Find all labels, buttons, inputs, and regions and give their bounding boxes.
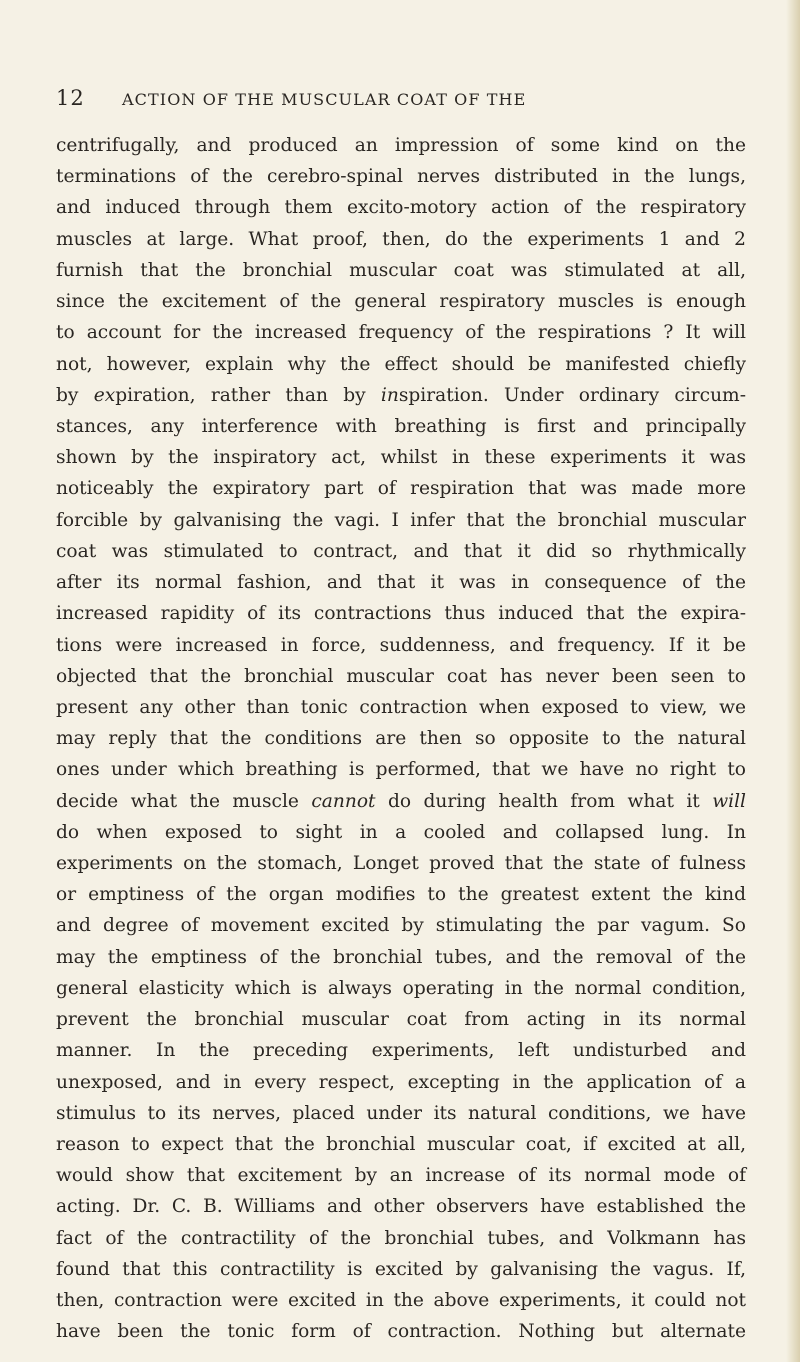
- page-header: [56, 86, 732, 114]
- text-line: then, contraction were excited in the above experiments, it could not: [56, 1290, 746, 1312]
- text-line: decide what the muscle cannot do during health from what it will: [56, 790, 746, 812]
- text-line: acting. Dr. C. B. Williams and other observers have established the: [56, 1196, 746, 1218]
- text-line: forcible by galvanising the vagi. I infer that the bronchial muscular: [56, 509, 746, 531]
- text-line: or emptiness of the organ modifies to the greatest extent the kind: [56, 884, 746, 906]
- text-line: found that this contractility is excited by galvanising the vagus. If,: [56, 1258, 746, 1280]
- text-line: prevent the bronchial muscular coat from acting in its normal: [56, 1009, 746, 1031]
- text-line: not, however, explain why the effect should be manifested chiefly: [56, 353, 746, 375]
- text-line: noticeably the expiratory part of respiration that was made more: [56, 478, 746, 500]
- text-line: stances, any interference with breathing is first and principally: [56, 415, 746, 437]
- text-line: centrifugally, and produced an impression of some kind on the: [56, 135, 746, 156]
- text-line: reason to expect that the bronchial muscular coat, if excited at all,: [56, 1134, 746, 1155]
- text-line: to account for the increased frequency of the respirations ? It will: [56, 322, 746, 344]
- text-line: have been the tonic form of contraction. Nothing but alternate: [56, 1321, 746, 1343]
- text-line: general elasticity which is always operating in the normal condition,: [56, 977, 746, 999]
- text-line: may the emptiness of the bronchial tubes, and the removal of the: [56, 946, 746, 968]
- text-line: tions were increased in force, suddenness, and frequency. If it be: [56, 634, 746, 656]
- text-line: stimulus to its nerves, placed under its natural conditions, we have: [56, 1102, 746, 1124]
- text-line: after its normal fashion, and that it was in consequence of the: [56, 572, 746, 594]
- text-line: objected that the bronchial muscular coat has never been seen to: [56, 665, 746, 687]
- text-line: furnish that the bronchial muscular coat was stimulated at all,: [56, 259, 746, 281]
- text-line: experiments on the stomach, Longet proved that the state of fulness: [56, 853, 746, 875]
- page-number: 12: [56, 86, 85, 110]
- text-line: shown by the inspiratory act, whilst in these experiments it was: [56, 447, 746, 469]
- page-edge-shadow: [786, 0, 800, 1362]
- running-head: ACTION OF THE MUSCULAR COAT OF THE: [122, 90, 527, 109]
- text-line: muscles at large. What proof, then, do the experiments 1 and 2: [56, 228, 746, 250]
- text-line: would show that excitement by an increase of its normal mode of: [56, 1165, 746, 1187]
- text-line: increased rapidity of its contractions thus induced that the expira-: [56, 603, 746, 625]
- text-line: present any other than tonic contraction when exposed to view, we: [56, 696, 746, 718]
- text-line: do when exposed to sight in a cooled and collapsed lung. In: [56, 821, 746, 843]
- text-line: manner. In the preceding experiments, left undisturbed and: [56, 1040, 746, 1062]
- text-line: ones under which breathing is performed, that we have no right to: [56, 759, 746, 781]
- text-line: fact of the contractility of the bronchial tubes, and Volkmann has: [56, 1227, 746, 1249]
- text-line: since the excitement of the general respiratory muscles is enough: [56, 291, 746, 313]
- text-line: and induced through them excito-motory action of the respiratory: [56, 197, 746, 219]
- text-line: and degree of movement excited by stimulating the par vagum. So: [56, 915, 746, 937]
- text-line: may reply that the conditions are then so opposite to the natural: [56, 728, 746, 750]
- text-line: by expiration, rather than by inspiration. Under ordinary circum-: [56, 384, 746, 406]
- text-line: coat was stimulated to contract, and that it did so rhythmically: [56, 540, 746, 562]
- text-line: terminations of the cerebro-spinal nerves distributed in the lungs,: [56, 166, 746, 188]
- text-line: unexposed, and in every respect, excepting in the application of a: [56, 1071, 746, 1093]
- body-text: [56, 130, 746, 1348]
